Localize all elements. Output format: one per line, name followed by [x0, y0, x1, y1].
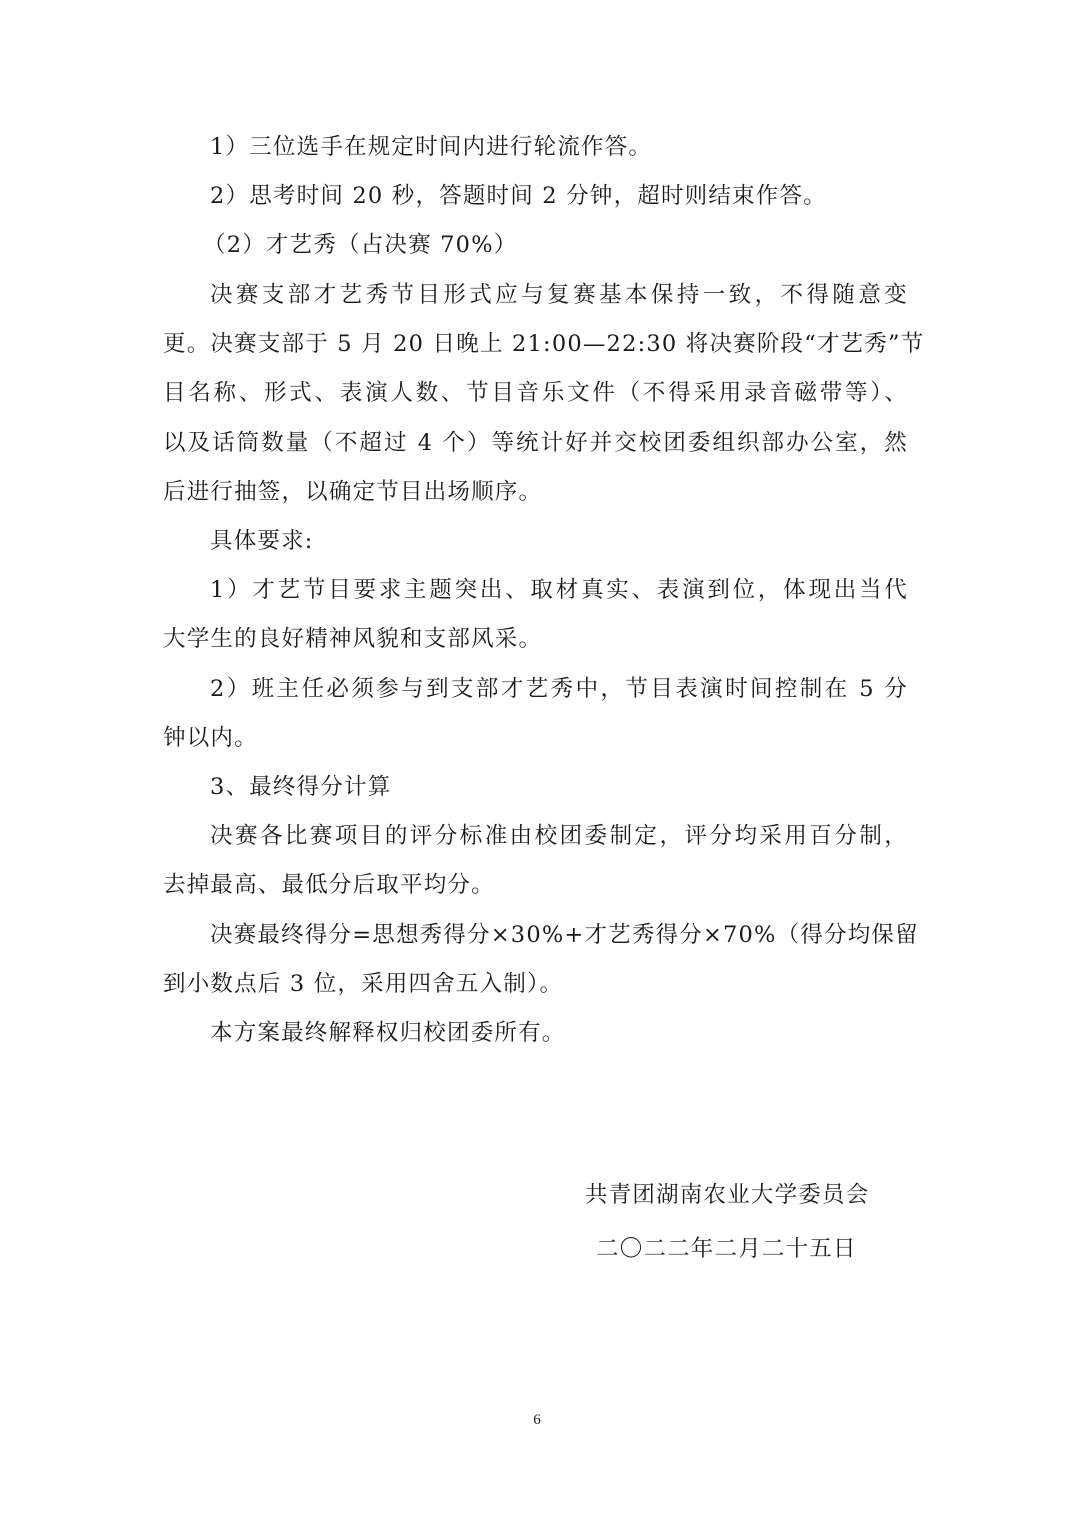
- requirement-2-line-1: 2）班主任必须参与到支部才艺秀中，节目表演时间控制在 5 分: [210, 676, 908, 702]
- signature-date: 二〇二二年二月二十五日: [596, 1236, 857, 1262]
- paragraph-talent-show-line-2: 更。决赛支部于 5 月 20 日晚上 21:00—22:30 将决赛阶段“才艺秀”节: [163, 331, 925, 357]
- requirement-1-line-1: 1）才艺节目要求主题突出、取材真实、表演到位，体现出当代: [210, 577, 908, 603]
- rule-rotation-answer: 1）三位选手在规定时间内进行轮流作答。: [210, 134, 653, 160]
- specific-requirements-heading: 具体要求:: [210, 528, 314, 554]
- scoring-paragraph-line-1: 决赛各比赛项目的评分标准由校团委制定，评分均采用百分制，: [210, 823, 908, 849]
- scoring-paragraph-line-2: 去掉最高、最低分后取平均分。: [163, 872, 495, 898]
- requirement-2-line-2: 钟以内。: [163, 725, 258, 751]
- requirement-1-line-2: 大学生的良好精神风貌和支部风采。: [163, 626, 543, 652]
- formula-paragraph-line-2: 到小数点后 3 位，采用四舍五入制）。: [163, 971, 564, 997]
- section-heading-talent-show: （2）才艺秀（占决赛 70%）: [203, 232, 518, 258]
- rule-time-limit: 2）思考时间 20 秒，答题时间 2 分钟，超时则结束作答。: [210, 183, 827, 209]
- section-heading-final-score: 3、最终得分计算: [210, 774, 392, 800]
- paragraph-talent-show-line-3: 目名称、形式、表演人数、节目音乐文件（不得采用录音磁带等）、: [163, 380, 908, 406]
- paragraph-talent-show-line-1: 决赛支部才艺秀节目形式应与复赛基本保持一致，不得随意变: [210, 282, 908, 308]
- interpretation-statement: 本方案最终解释权归校团委所有。: [210, 1020, 566, 1046]
- paragraph-talent-show-line-5: 后进行抽签，以确定节目出场顺序。: [163, 479, 543, 505]
- paragraph-talent-show-line-4: 以及话筒数量（不超过 4 个）等统计好并交校团委组织部办公室，然: [163, 430, 908, 456]
- formula-paragraph-line-1: 决赛最终得分=思想秀得分×30%+才艺秀得分×70%（得分均保留: [210, 922, 919, 948]
- page-number: 6: [533, 1412, 541, 1428]
- signature-organization: 共青团湖南农业大学委员会: [585, 1182, 870, 1208]
